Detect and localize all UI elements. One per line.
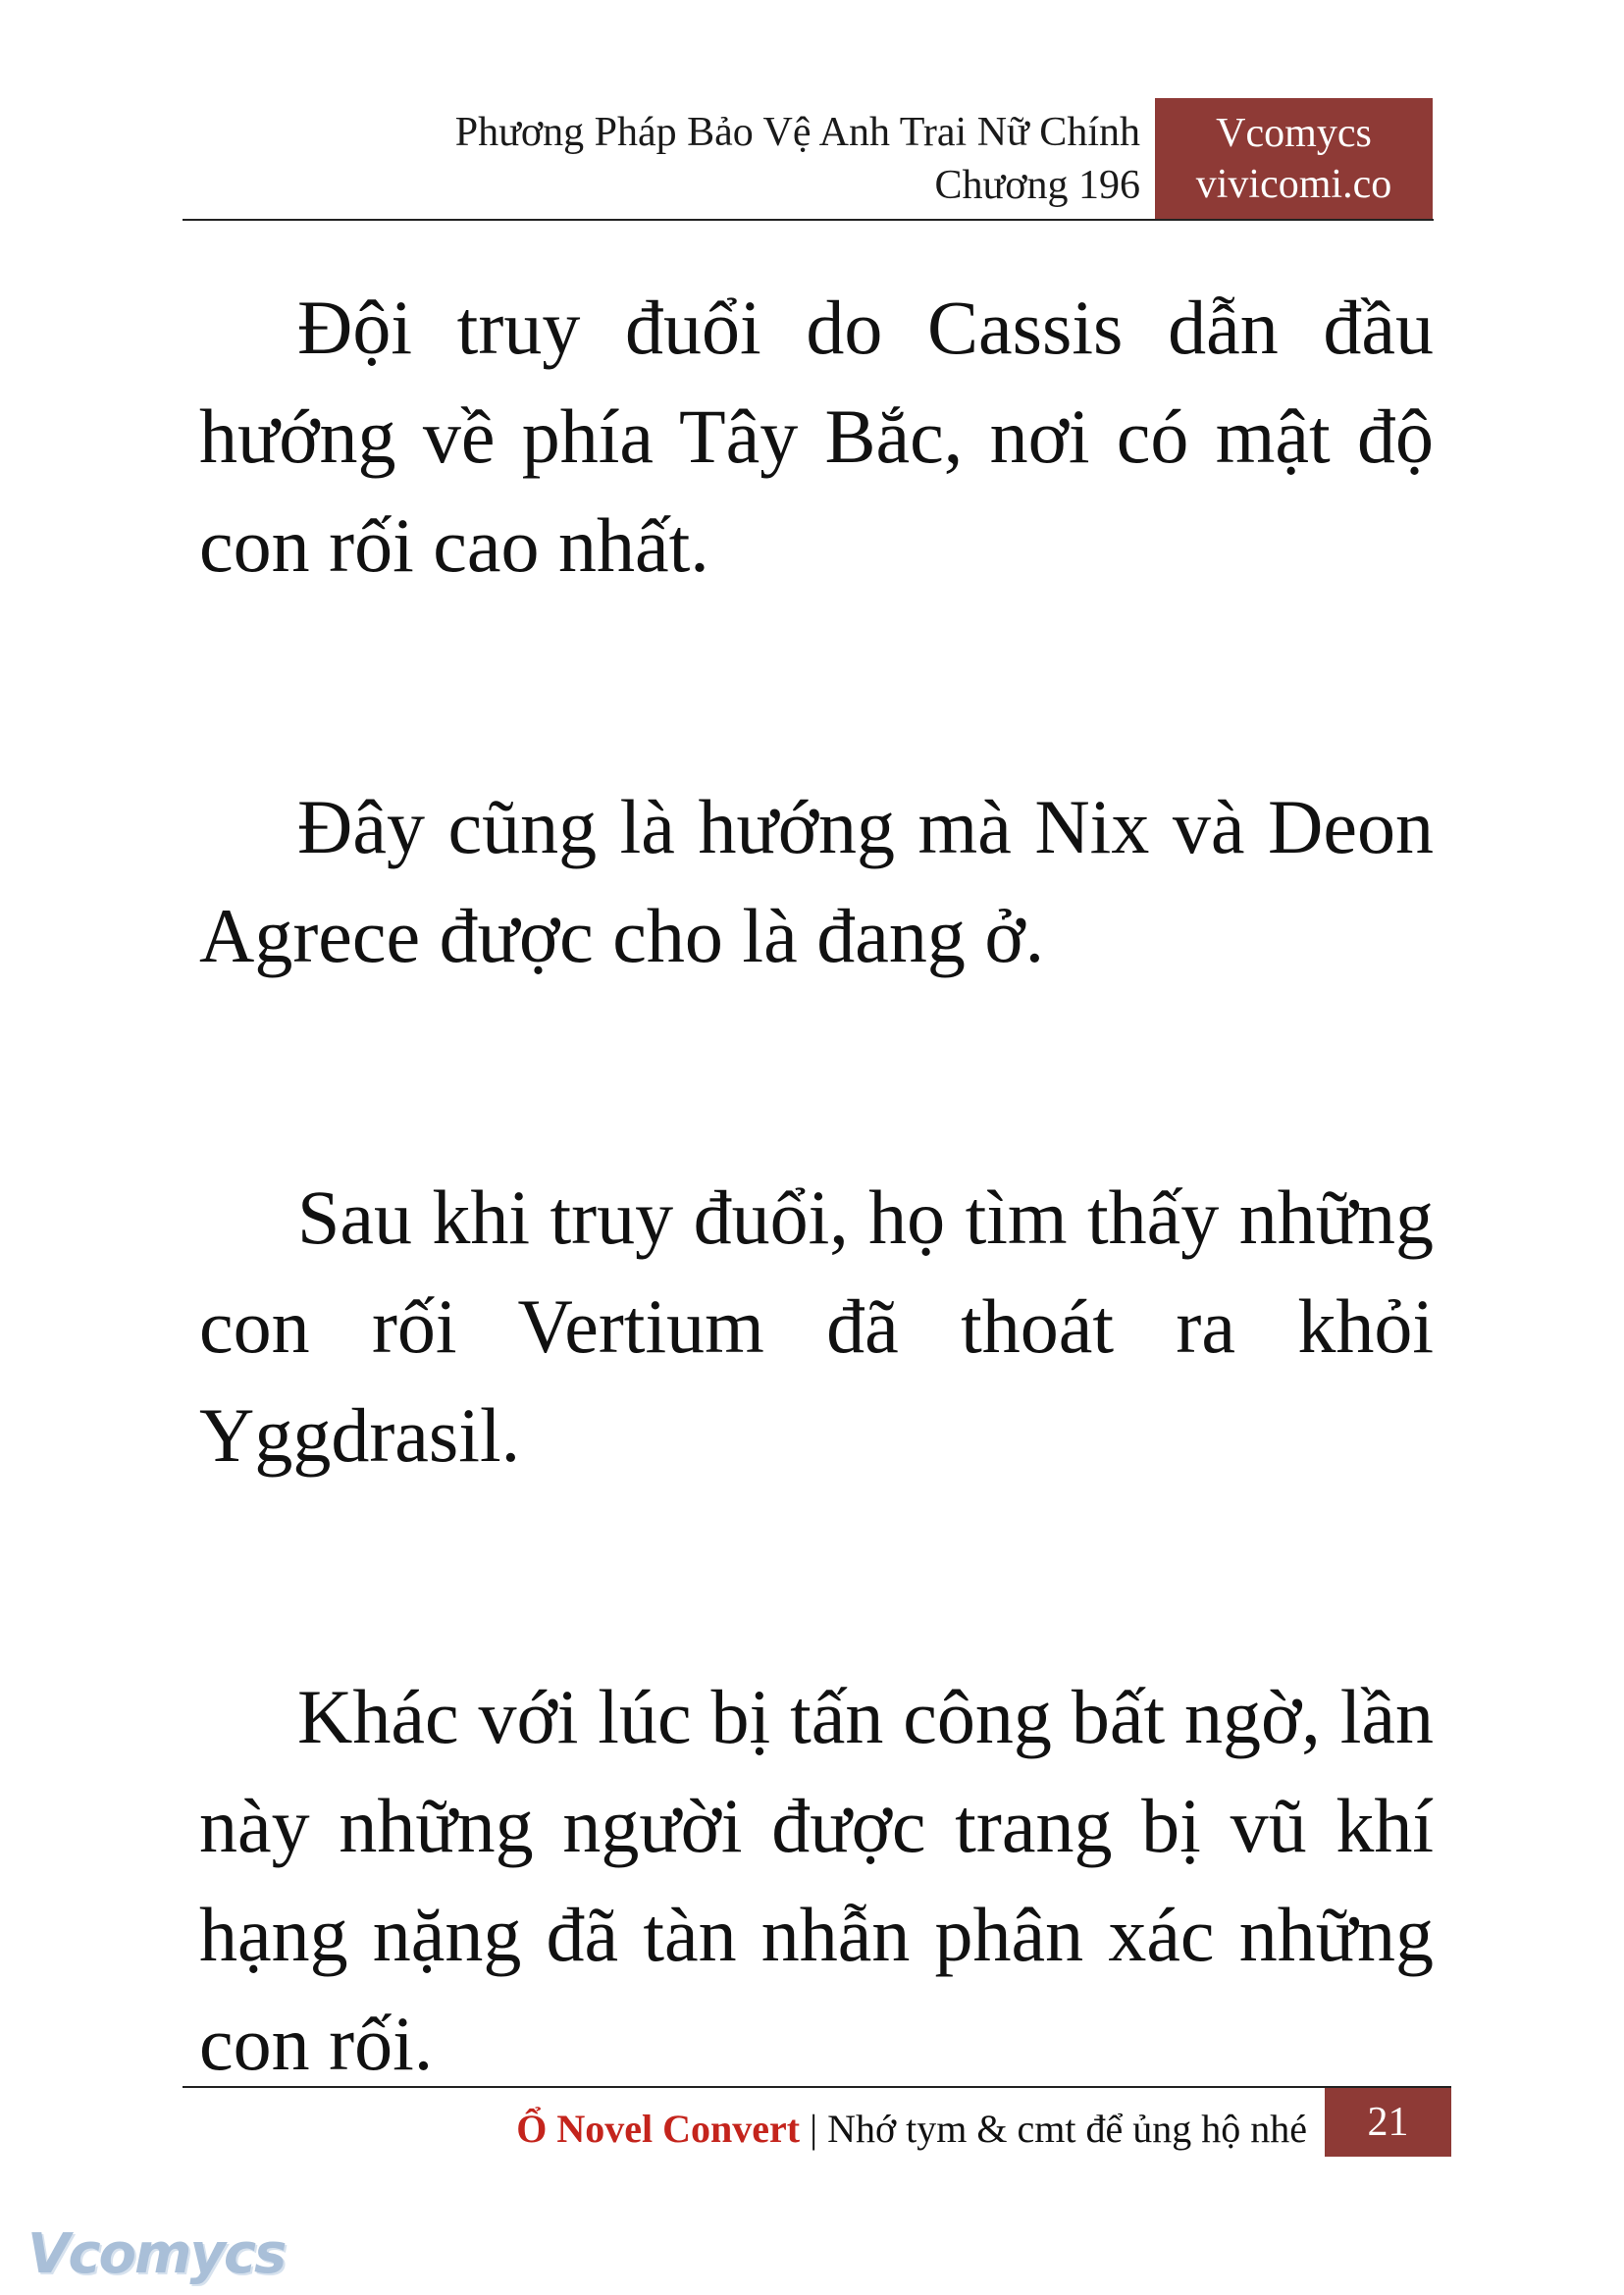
page-number: 21 bbox=[1325, 2088, 1451, 2157]
paragraph-4: Khác với lúc bị tấn công bất ngờ, lần này những người được trang bị vũ khí hạng nặng đã tàn nhẫn phân xác những con rối. bbox=[199, 1674, 1434, 2086]
watermark-logo: Vcomycs bbox=[27, 2222, 286, 2286]
chapter-label: Chương 196 bbox=[934, 163, 1140, 208]
footer-brand: Ổ Novel Convert bbox=[516, 2107, 801, 2151]
running-header bbox=[294, 106, 1140, 212]
book-title: Phương Pháp Bảo Vệ Anh Trai Nữ Chính bbox=[454, 110, 1140, 155]
paragraph-2: Đây cũng là hướng mà Nix và Deon Agrece được cho là đang ở. bbox=[199, 784, 1434, 978]
paragraph-1: Đội truy đuổi do Cassis dẫn đầu hướng về phía Tây Bắc, nơi có mật độ con rối cao nhất. bbox=[199, 285, 1434, 588]
paragraph-3: Sau khi truy đuổi, họ tìm thấy những con rối Vertium đã thoát ra khỏi Yggdrasil. bbox=[199, 1174, 1434, 1478]
header-divider bbox=[183, 219, 1434, 221]
footer-divider bbox=[183, 2086, 1451, 2088]
brand-site: vivicomi.co bbox=[1195, 162, 1392, 207]
footer bbox=[294, 2100, 1307, 2159]
chapter-body bbox=[199, 273, 1434, 2270]
footer-separator: | bbox=[810, 2107, 818, 2151]
brand-box bbox=[1155, 98, 1433, 220]
footer-message: Nhớ tym & cmt để ủng hộ nhé bbox=[827, 2107, 1307, 2151]
brand-name: Vcomycs bbox=[1216, 111, 1372, 156]
